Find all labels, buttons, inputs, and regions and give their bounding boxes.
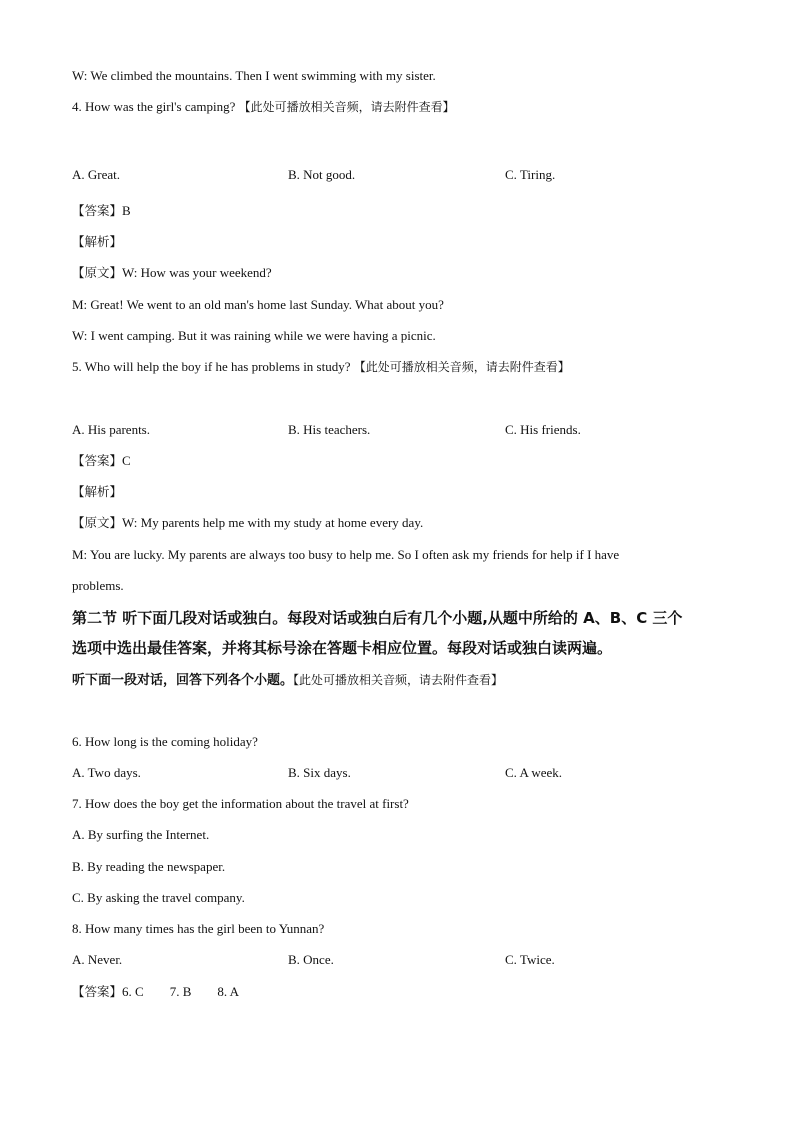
option-b: B. Six days. <box>288 765 351 780</box>
option-a: A. Two days. <box>72 765 141 780</box>
answer-tag: 【答案】 <box>72 984 123 999</box>
dialogue-text: W: How was your weekend? <box>122 265 272 280</box>
option-a: A. By surfing the Internet. <box>72 827 210 842</box>
answer-value: C <box>122 453 131 468</box>
option-b: B. Once. <box>288 952 334 967</box>
option-c: C. A week. <box>505 765 563 780</box>
option-b: B. His teachers. <box>288 422 371 437</box>
option-c: C. By asking the travel company. <box>72 890 245 905</box>
answer-tag: 【答案】 <box>72 453 123 468</box>
option-a: A. His parents. <box>72 422 150 437</box>
original-tag: 【原文】 <box>72 265 123 280</box>
original-tag: 【原文】 <box>72 515 123 530</box>
question-6: 6. How long is the coming holiday? <box>72 734 258 749</box>
question-text: 4. How was the girl's camping? <box>72 99 236 114</box>
answer-7: 7. B <box>169 984 192 999</box>
dialogue-line: problems. <box>72 578 124 593</box>
dialogue-line: W: We climbed the mountains. Then I went swimming with my sister. <box>72 68 436 83</box>
original-text-line <box>72 515 423 531</box>
answer-value: B <box>122 203 131 218</box>
dialogue-line: M: You are lucky. My parents are always too busy to help me. So I often ask my friends for help if I have <box>72 547 620 562</box>
instruction-text: 听下面一段对话，回答下列各个小题。 <box>72 673 294 688</box>
section-heading: 第二节 听下面几段对话或独白。每段对话或独白后有几个小题,从题中所给的 A、B、C 三个 <box>72 609 683 627</box>
option-b: B. Not good. <box>288 167 356 182</box>
option-b: B. By reading the newspaper. <box>72 859 226 874</box>
answer-line <box>72 453 131 469</box>
question-8: 8. How many times has the girl been to Yunnan? <box>72 921 325 936</box>
original-text-line <box>72 265 272 281</box>
question-text: 5. Who will help the boy if he has problems in study? <box>72 359 351 374</box>
question-7: 7. How does the boy get the information about the travel at first? <box>72 796 409 811</box>
analysis-tag: 【解析】 <box>72 234 123 249</box>
question-5 <box>72 359 570 375</box>
dialogue-line: M: Great! We went to an old man's home last Sunday. What about you? <box>72 297 444 312</box>
analysis-line <box>72 234 122 250</box>
section-heading: 选项中选出最佳答案，并将其标号涂在答题卡相应位置。每段对话或独白读两遍。 <box>72 639 613 657</box>
option-c: C. His friends. <box>505 422 581 437</box>
analysis-line <box>72 484 122 500</box>
answer-line <box>72 984 239 1000</box>
option-a: A. Great. <box>72 167 121 182</box>
option-a: A. Never. <box>72 952 123 967</box>
option-c: C. Tiring. <box>505 167 556 182</box>
audio-note[interactable]: 【此处可播放相关音频，请去附件查看】 <box>238 100 455 114</box>
analysis-tag: 【解析】 <box>72 484 123 499</box>
answer-line <box>72 203 131 219</box>
answer-tag: 【答案】 <box>72 203 123 218</box>
audio-note[interactable]: 【此处可播放相关音频，请去附件查看】 <box>353 360 570 374</box>
option-c: C. Twice. <box>505 952 555 967</box>
answer-6: 6. C <box>122 984 144 999</box>
dialogue-text: W: My parents help me with my study at home every day. <box>122 515 424 530</box>
sub-instruction <box>72 672 503 689</box>
audio-note[interactable]: 【此处可播放相关音频，请去附件查看】 <box>293 673 504 687</box>
question-4 <box>72 99 455 115</box>
answer-8: 8. A <box>217 984 240 999</box>
dialogue-line: W: I went camping. But it was raining while we were having a picnic. <box>72 328 436 343</box>
